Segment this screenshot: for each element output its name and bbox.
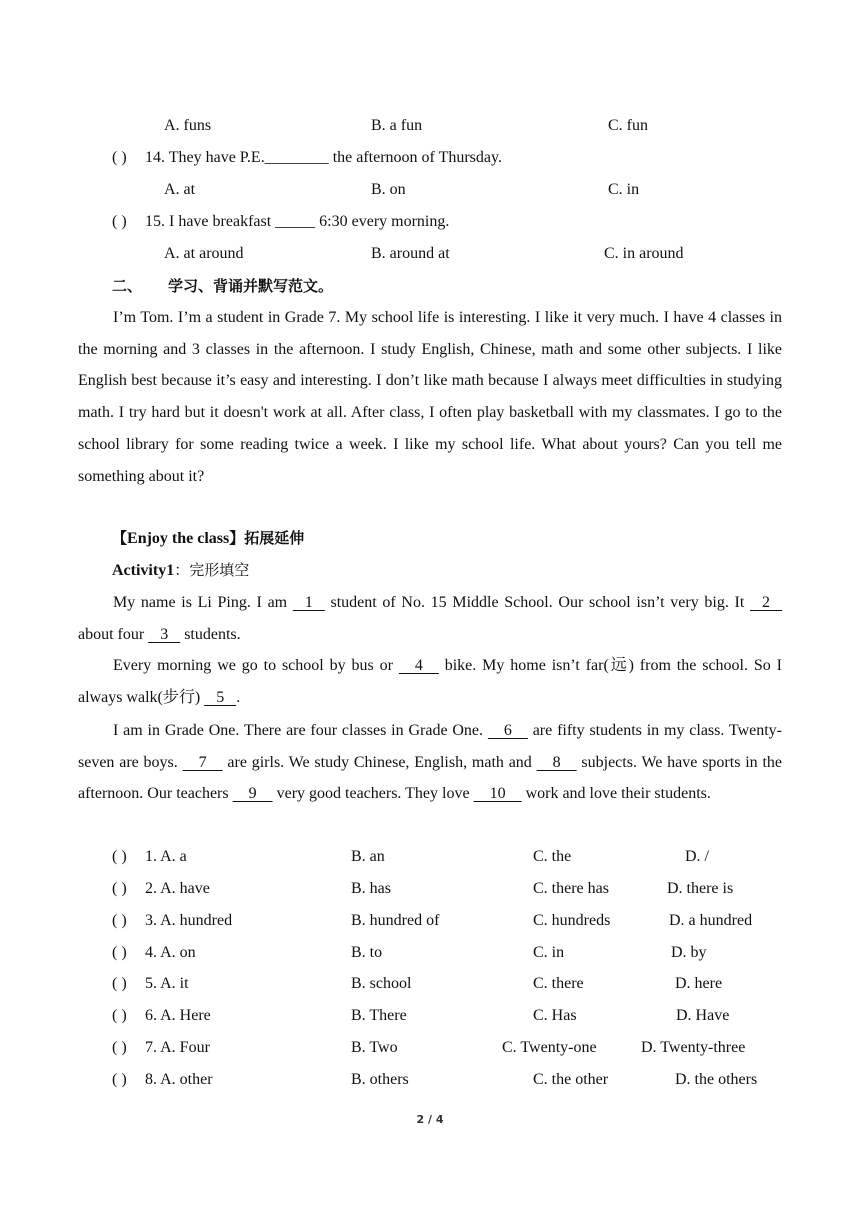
cloze-text: students. xyxy=(180,625,241,643)
answer-paren[interactable]: ( ) xyxy=(112,880,127,897)
cloze-paragraph-3 xyxy=(78,715,782,810)
cloze-text: are fifty students in my class. Twenty-seven are boys. xyxy=(78,722,783,771)
model-essay xyxy=(78,302,782,492)
activity-label: Activity1 xyxy=(112,562,175,579)
option-b: B. Two xyxy=(351,1039,398,1056)
option-a: 7. A. Four xyxy=(145,1039,210,1056)
answer-paren[interactable]: ( ) xyxy=(112,944,127,961)
option-d: D. there is xyxy=(667,880,734,897)
option-b: B. an xyxy=(351,848,385,865)
blank-7[interactable]: 7 xyxy=(182,753,223,771)
cloze-text: I am in Grade One. There are four classes in Grade One. xyxy=(113,722,488,739)
option-d: D. by xyxy=(671,944,707,961)
bracket-close: 】 xyxy=(229,529,245,547)
option-b: B. There xyxy=(351,1007,407,1024)
enjoy-heading xyxy=(112,527,304,550)
option-a: A. funs xyxy=(164,117,212,134)
option-b: B. has xyxy=(351,880,391,897)
cloze-text: bike. My home isn’t far(远) from the school. So I always walk(步行) xyxy=(78,657,782,706)
option-b: B. hundred of xyxy=(351,912,440,929)
cloze-text: student of No. 15 Middle School. Our school isn’t very big. It xyxy=(324,594,750,611)
option-c: C. fun xyxy=(608,117,648,134)
option-a: 1. A. a xyxy=(145,848,187,865)
blank-9[interactable]: 9 xyxy=(232,785,273,803)
answer-paren[interactable]: ( ) xyxy=(112,1039,127,1056)
option-a: 2. A. have xyxy=(145,880,210,897)
option-c: C. Has xyxy=(533,1007,577,1024)
option-a: 4. A. on xyxy=(145,944,196,961)
question-15: 15. I have breakfast _____ 6:30 every morning. xyxy=(145,213,450,230)
answer-paren[interactable]: ( ) xyxy=(112,848,127,865)
activity-heading xyxy=(112,559,249,582)
option-d: D. a hundred xyxy=(669,912,753,929)
option-c: C. the xyxy=(533,848,572,865)
cloze-text: subjects. We have sports in the afternoon. Our teachers xyxy=(78,753,783,803)
option-b: B. a fun xyxy=(371,117,423,134)
option-c: C. Twenty-one xyxy=(502,1039,597,1056)
cloze-text: Every morning we go to school by bus or xyxy=(113,657,399,674)
blank-1[interactable]: 1 xyxy=(292,594,325,611)
blank-8[interactable]: 8 xyxy=(536,753,577,771)
option-d: D. Have xyxy=(676,1007,730,1024)
option-a: A. at around xyxy=(164,245,244,262)
option-a: 5. A. it xyxy=(145,975,189,992)
cloze-text: about four xyxy=(78,625,149,643)
option-c: C. in xyxy=(533,944,565,961)
essay-text: I’m Tom. I’m a student in Grade 7. My school life is interesting. I like it very much. I have 4 classes in the morning and 3 classes in the afternoon. I study English, Chinese, math and some other subjects. I like English best because it’s easy and interesting. I don’t like math because I always meet difficulties in studying math. I try hard but it doesn't work at all. After class, I often play basketball with my classmates. I go to the school library for some reading twice a week. I like my school life. What about yours? Can you tell me something about it? xyxy=(78,309,782,485)
cloze-text: . xyxy=(236,688,241,706)
option-b: B. on xyxy=(371,181,406,198)
blank-2[interactable]: 2 xyxy=(750,594,782,611)
option-b: B. others xyxy=(351,1071,409,1088)
bracket-open: 【 xyxy=(112,529,128,547)
answer-paren[interactable]: ( ) xyxy=(112,975,127,992)
cloze-text: are girls. We study Chinese, English, math and xyxy=(222,753,537,771)
option-c: C. the other xyxy=(533,1071,609,1088)
option-a: 3. A. hundred xyxy=(145,912,233,929)
cloze-text: very good teachers. They love xyxy=(272,785,474,803)
question-14: 14. They have P.E.________ the afternoon of Thursday. xyxy=(145,149,502,166)
enjoy-title: Enjoy the class xyxy=(127,530,230,547)
answer-paren: ( ) xyxy=(112,213,127,230)
option-c: C. there has xyxy=(533,880,609,897)
cloze-paragraph-1 xyxy=(78,587,782,650)
answer-paren: ( ) xyxy=(112,149,127,166)
option-b: B. to xyxy=(351,944,383,961)
blank-6[interactable]: 6 xyxy=(487,722,528,739)
answer-paren[interactable]: ( ) xyxy=(112,1071,127,1088)
option-a: 6. A. Here xyxy=(145,1007,211,1024)
option-a: A. at xyxy=(164,181,196,198)
enjoy-cn: 拓展延伸 xyxy=(244,529,305,547)
blank-10[interactable]: 10 xyxy=(473,785,522,803)
cloze-paragraph-2 xyxy=(78,650,782,713)
option-c: C. in xyxy=(608,181,640,198)
section-title: 学习、背诵并默写范文。 xyxy=(168,277,334,295)
blank-4[interactable]: 4 xyxy=(398,657,439,674)
blank-3[interactable]: 3 xyxy=(148,625,181,643)
blank-5[interactable]: 5 xyxy=(204,688,237,706)
page-number: 2 / 4 xyxy=(416,1113,444,1126)
cloze-text: work and love their students. xyxy=(521,785,711,803)
activity-cn: 完形填空 xyxy=(189,561,250,579)
option-d: D. the others xyxy=(675,1071,758,1088)
option-d: D. Twenty-three xyxy=(641,1039,746,1056)
option-d: D. / xyxy=(685,848,709,865)
section-number: 二、 xyxy=(112,277,143,295)
option-c: C. hundreds xyxy=(533,912,611,929)
option-c: C. in around xyxy=(604,245,684,262)
option-d: D. here xyxy=(675,975,723,992)
activity-colon: ： xyxy=(174,561,190,579)
option-b: B. around at xyxy=(371,245,450,262)
answer-paren[interactable]: ( ) xyxy=(112,1007,127,1024)
answer-paren[interactable]: ( ) xyxy=(112,912,127,929)
option-a: 8. A. other xyxy=(145,1071,213,1088)
option-c: C. there xyxy=(533,975,584,992)
cloze-text: My name is Li Ping. I am xyxy=(113,594,293,611)
option-b: B. school xyxy=(351,975,412,992)
